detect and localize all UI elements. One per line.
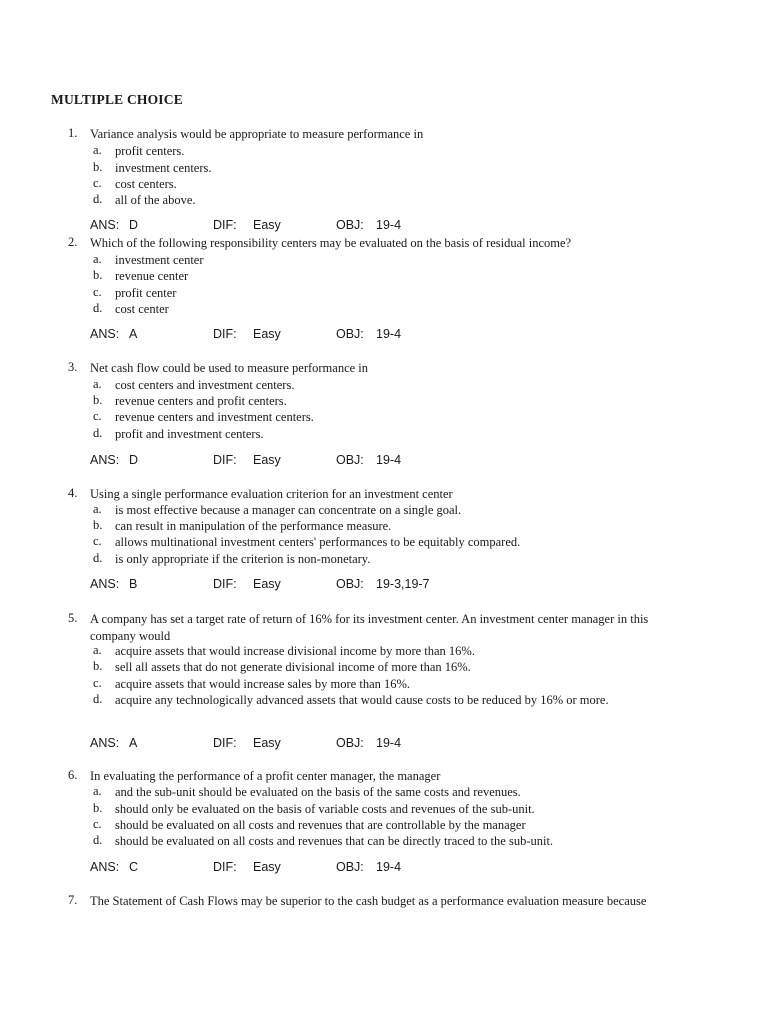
ans-label: ANS: xyxy=(90,736,120,750)
option-c xyxy=(0,817,768,834)
obj-value: 19-4 xyxy=(376,453,402,467)
option-a xyxy=(0,643,768,660)
option-b xyxy=(0,268,768,285)
option-text: acquire assets that would increase sales by more than 16%. xyxy=(115,677,411,691)
ans-value: C xyxy=(129,860,139,874)
option-c xyxy=(0,176,768,193)
option-letter: a. xyxy=(93,502,102,516)
option-text: should be evaluated on all costs and revenues that can be directly traced to the sub-unit. xyxy=(115,834,554,848)
question-number: 3. xyxy=(68,360,78,374)
question-text: In evaluating the performance of a profit center manager, the manager xyxy=(90,769,441,783)
obj-value: 19-4 xyxy=(376,327,402,341)
question-number: 7. xyxy=(68,893,78,907)
question-text: Using a single performance evaluation criterion for an investment center xyxy=(90,487,453,501)
dif-label: DIF: xyxy=(213,736,237,750)
obj-label: OBJ: xyxy=(336,453,364,467)
dif-label: DIF: xyxy=(213,327,237,341)
option-text: profit centers. xyxy=(115,144,185,158)
ans-value: A xyxy=(129,736,138,750)
option-text: allows multinational investment centers' performances to be equitably compared. xyxy=(115,535,521,549)
option-text: should be evaluated on all costs and revenues that are controllable by the manager xyxy=(115,818,526,832)
option-text: cost centers. xyxy=(115,177,177,191)
question-number: 5. xyxy=(68,611,78,625)
option-letter: b. xyxy=(93,160,103,174)
option-c xyxy=(0,409,768,426)
question-number: 1. xyxy=(68,126,78,140)
option-letter: c. xyxy=(93,534,102,548)
option-letter: c. xyxy=(93,409,102,423)
option-letter: d. xyxy=(93,692,103,706)
question-number: 6. xyxy=(68,768,78,782)
option-d xyxy=(0,301,768,318)
option-text: is only appropriate if the criterion is non-monetary. xyxy=(115,552,371,566)
dif-label: DIF: xyxy=(213,577,237,591)
option-text: sell all assets that do not generate divisional income of more than 16%. xyxy=(115,660,471,674)
option-b xyxy=(0,393,768,410)
option-a xyxy=(0,143,768,160)
option-text: profit and investment centers. xyxy=(115,427,264,441)
obj-label: OBJ: xyxy=(336,736,364,750)
dif-value: Easy xyxy=(253,736,281,750)
dif-label: DIF: xyxy=(213,453,237,467)
option-d xyxy=(0,833,768,850)
option-b xyxy=(0,160,768,177)
option-letter: c. xyxy=(93,676,102,690)
option-a xyxy=(0,784,768,801)
dif-value: Easy xyxy=(253,327,281,341)
option-a xyxy=(0,377,768,394)
ans-value: B xyxy=(129,577,138,591)
answer-row xyxy=(0,860,768,878)
option-d xyxy=(0,692,768,725)
answer-row xyxy=(0,736,768,754)
ans-label: ANS: xyxy=(90,453,120,467)
option-text: is most effective because a manager can concentrate on a single goal. xyxy=(115,503,462,517)
option-letter: c. xyxy=(93,285,102,299)
ans-value: D xyxy=(129,453,139,467)
ans-label: ANS: xyxy=(90,860,120,874)
dif-value: Easy xyxy=(253,218,281,232)
option-letter: b. xyxy=(93,659,103,673)
obj-value: 19-3,19-7 xyxy=(376,577,430,591)
section-title: MULTIPLE CHOICE xyxy=(51,92,183,107)
obj-label: OBJ: xyxy=(336,218,364,232)
option-d xyxy=(0,551,768,568)
option-b xyxy=(0,801,768,818)
question-text: A company has set a target rate of return of 16% for its investment center. An investment center manager in this company would xyxy=(90,612,649,643)
option-text: revenue centers and profit centers. xyxy=(115,394,287,408)
option-c xyxy=(0,534,768,551)
dif-value: Easy xyxy=(253,577,281,591)
ans-label: ANS: xyxy=(90,577,120,591)
option-letter: a. xyxy=(93,377,102,391)
option-letter: d. xyxy=(93,426,103,440)
option-text: investment centers. xyxy=(115,161,212,175)
option-d xyxy=(0,426,768,443)
option-letter: b. xyxy=(93,268,103,282)
option-letter: c. xyxy=(93,176,102,190)
ans-label: ANS: xyxy=(90,218,120,232)
question-number: 2. xyxy=(68,235,78,249)
option-text: revenue center xyxy=(115,269,189,283)
option-text: revenue centers and investment centers. xyxy=(115,410,314,424)
option-text: should only be evaluated on the basis of variable costs and revenues of the sub-unit. xyxy=(115,802,535,816)
dif-value: Easy xyxy=(253,453,281,467)
option-letter: a. xyxy=(93,143,102,157)
answer-row xyxy=(0,218,768,236)
ans-value: A xyxy=(129,327,138,341)
option-letter: b. xyxy=(93,801,103,815)
question-number: 4. xyxy=(68,486,78,500)
option-text: cost centers and investment centers. xyxy=(115,378,295,392)
option-letter: a. xyxy=(93,643,102,657)
option-letter: d. xyxy=(93,551,103,565)
obj-value: 19-4 xyxy=(376,736,402,750)
obj-label: OBJ: xyxy=(336,860,364,874)
option-letter: b. xyxy=(93,518,103,532)
option-text: cost center xyxy=(115,302,169,316)
option-letter: a. xyxy=(93,252,102,266)
question-text: Which of the following responsibility centers may be evaluated on the basis of residual income? xyxy=(90,236,572,250)
option-letter: d. xyxy=(93,301,103,315)
option-text: acquire assets that would increase divisional income by more than 16%. xyxy=(115,644,475,658)
option-letter: d. xyxy=(93,192,103,206)
option-text: and the sub-unit should be evaluated on the basis of the same costs and revenues. xyxy=(115,785,521,799)
question-text: The Statement of Cash Flows may be superior to the cash budget as a performance evaluation measure because xyxy=(90,894,647,908)
option-b xyxy=(0,659,768,676)
option-text: acquire any technologically advanced assets that would cause costs to be reduced by 16% or more. xyxy=(115,693,609,707)
obj-value: 19-4 xyxy=(376,218,402,232)
ans-label: ANS: xyxy=(90,327,120,341)
obj-value: 19-4 xyxy=(376,860,402,874)
option-text: all of the above. xyxy=(115,193,196,207)
option-text: investment center xyxy=(115,253,204,267)
option-d xyxy=(0,192,768,209)
answer-row xyxy=(0,577,768,595)
question-text: Net cash flow could be used to measure performance in xyxy=(90,361,369,375)
dif-label: DIF: xyxy=(213,218,237,232)
dif-label: DIF: xyxy=(213,860,237,874)
question-text: Variance analysis would be appropriate to measure performance in xyxy=(90,127,424,141)
option-a xyxy=(0,502,768,519)
option-a xyxy=(0,252,768,269)
ans-value: D xyxy=(129,218,139,232)
option-b xyxy=(0,518,768,535)
option-letter: d. xyxy=(93,833,103,847)
answer-row xyxy=(0,327,768,345)
option-c xyxy=(0,676,768,693)
answer-row xyxy=(0,453,768,471)
obj-label: OBJ: xyxy=(336,327,364,341)
option-letter: b. xyxy=(93,393,103,407)
option-letter: c. xyxy=(93,817,102,831)
dif-value: Easy xyxy=(253,860,281,874)
option-c xyxy=(0,285,768,302)
option-letter: a. xyxy=(93,784,102,798)
obj-label: OBJ: xyxy=(336,577,364,591)
option-text: can result in manipulation of the performance measure. xyxy=(115,519,392,533)
option-text: profit center xyxy=(115,286,177,300)
